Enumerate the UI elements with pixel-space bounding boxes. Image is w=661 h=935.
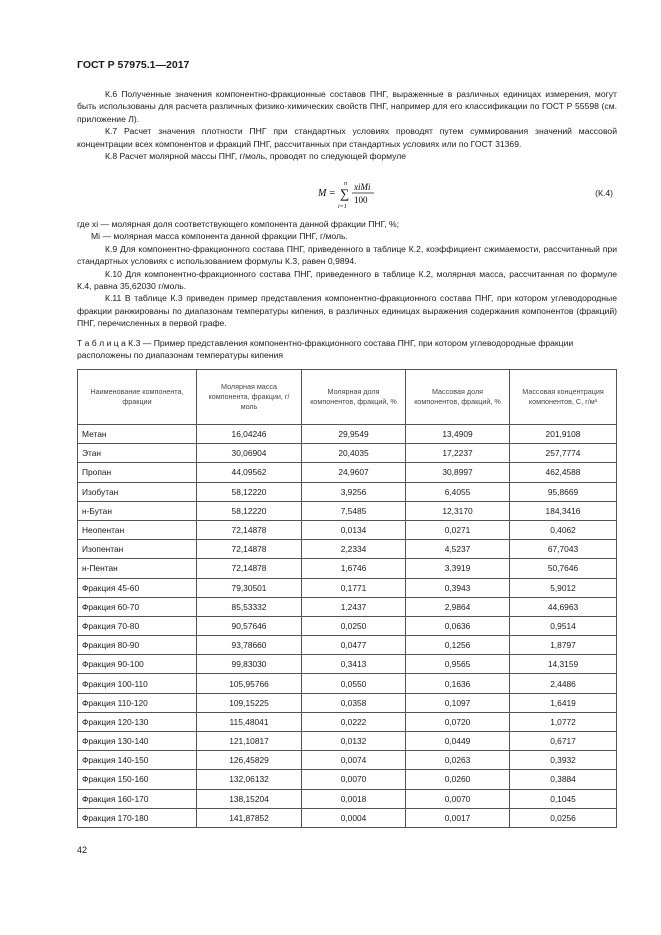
cell-mass-fraction: 0,0263 (406, 751, 510, 770)
table-row (78, 636, 617, 655)
cell-name: Фракция 60-70 (78, 597, 197, 616)
cell-mass-fraction: 0,3943 (406, 578, 510, 597)
table-row (78, 655, 617, 674)
cell-name: Фракция 110-120 (78, 693, 197, 712)
cell-mass-concentration: 44,6963 (510, 597, 617, 616)
cell-mass-fraction: 6,4055 (406, 482, 510, 501)
formula-denominator: 100 (354, 195, 368, 205)
cell-molar-fraction: 0,0132 (302, 732, 406, 751)
cell-mass-concentration: 0,1045 (510, 789, 617, 808)
paragraph-k8: К.8 Расчет молярной массы ПНГ, г/моль, проводят по следующей формуле (105, 151, 407, 162)
cell-molar-fraction: 29,9549 (302, 425, 406, 444)
cell-name: н-Пентан (78, 559, 197, 578)
header-molar-mass: Молярная масса компонента, фракции, г/моль (197, 370, 302, 425)
table-body (78, 425, 617, 828)
cell-molar-fraction: 0,0134 (302, 520, 406, 539)
table-row (78, 482, 617, 501)
paragraph-k6: К.6 Полученные значения компонентно-фракционные составов ПНГ, выраженные в различных единицах измерения, могут быть использованы для расчета различных физико-химических свойств ПНГ, например для его классификации по ГОСТ Р 55598 (см. приложение Л). (77, 89, 617, 124)
cell-molar-mass: 126,45829 (197, 751, 302, 770)
sum-sign: ∑ (340, 186, 350, 201)
cell-mass-concentration: 0,3932 (510, 751, 617, 770)
cell-mass-fraction: 0,9565 (406, 655, 510, 674)
cell-mass-fraction: 30,8997 (406, 463, 510, 482)
section-k6-k8 (77, 88, 617, 162)
cell-molar-mass: 72,14878 (197, 540, 302, 559)
cell-mass-fraction: 0,0636 (406, 616, 510, 635)
where-mi: Mi — молярная масса компонента данной фракции ПНГ, г/моль. (91, 231, 348, 242)
cell-mass-concentration: 0,9514 (510, 616, 617, 635)
table-row (78, 463, 617, 482)
cell-molar-fraction: 0,1771 (302, 578, 406, 597)
cell-name: Изопентан (78, 540, 197, 559)
formula-k4 (0, 170, 661, 210)
section-where-k11 (77, 218, 617, 330)
cell-molar-mass: 58,12220 (197, 501, 302, 520)
cell-molar-fraction: 0,0358 (302, 693, 406, 712)
cell-mass-fraction: 0,0271 (406, 520, 510, 539)
cell-mass-concentration: 5,9012 (510, 578, 617, 597)
cell-name: Фракция 100-110 (78, 674, 197, 693)
cell-molar-fraction: 0,0477 (302, 636, 406, 655)
header-component-name: Наименование компонента, фракции (78, 370, 197, 425)
document-header: ГОСТ Р 57975.1—2017 (77, 59, 190, 71)
header-mass-concentration: Массовая концентрация компонентов, C, г/м³ (510, 370, 617, 425)
paragraph-k9: К.9 Для компонентно-фракционного состава ПНГ, приведенного в таблице К.2, коэффициент сжимаемости, рассчитанный при стандартных условиях с использованием формулы К.3, равен 0,9894. (77, 243, 617, 267)
table-row (78, 712, 617, 731)
cell-molar-mass: 72,14878 (197, 520, 302, 539)
cell-mass-fraction: 2,9864 (406, 597, 510, 616)
cell-molar-mass: 93,78660 (197, 636, 302, 655)
sum-lower-limit: i=1 (338, 204, 347, 210)
cell-molar-fraction: 0,0018 (302, 789, 406, 808)
cell-molar-mass: 132,06132 (197, 770, 302, 789)
cell-molar-mass: 90,57646 (197, 616, 302, 635)
formula-numerator: xiMi (354, 182, 371, 192)
cell-molar-fraction: 7,5485 (302, 501, 406, 520)
cell-name: Фракция 150-160 (78, 770, 197, 789)
cell-molar-mass: 58,12220 (197, 482, 302, 501)
cell-mass-concentration: 0,0256 (510, 808, 617, 827)
cell-name: Метан (78, 425, 197, 444)
table-row (78, 770, 617, 789)
cell-mass-fraction: 13,4909 (406, 425, 510, 444)
cell-name: Фракция 120-130 (78, 712, 197, 731)
cell-molar-fraction: 3,9256 (302, 482, 406, 501)
cell-molar-fraction: 20,4035 (302, 444, 406, 463)
cell-mass-fraction: 0,0017 (406, 808, 510, 827)
cell-molar-fraction: 0,0004 (302, 808, 406, 827)
cell-molar-mass: 44,09562 (197, 463, 302, 482)
table-row (78, 559, 617, 578)
sum-upper-limit: n (344, 181, 347, 187)
table-row (78, 751, 617, 770)
cell-name: Изобутан (78, 482, 197, 501)
cell-mass-fraction: 17,2237 (406, 444, 510, 463)
molar-mass-formula (318, 178, 428, 210)
cell-molar-fraction: 24,9607 (302, 463, 406, 482)
cell-mass-concentration: 67,7043 (510, 540, 617, 559)
cell-mass-fraction: 0,0260 (406, 770, 510, 789)
cell-name: Этан (78, 444, 197, 463)
table-row (78, 674, 617, 693)
table-row (78, 808, 617, 827)
header-mass-fraction: Массовая доля компонентов, фракций, % (406, 370, 510, 425)
cell-mass-concentration: 14,3159 (510, 655, 617, 674)
table-row (78, 597, 617, 616)
where-xi: где xi — молярная доля соответствующего компонента данной фракции ПНГ, %; (77, 219, 399, 229)
cell-mass-concentration: 0,3884 (510, 770, 617, 789)
cell-molar-mass: 16,04246 (197, 425, 302, 444)
cell-name: Фракция 45-60 (78, 578, 197, 597)
cell-molar-fraction: 0,0250 (302, 616, 406, 635)
table-row (78, 732, 617, 751)
cell-molar-mass: 141,87852 (197, 808, 302, 827)
cell-mass-fraction: 0,0720 (406, 712, 510, 731)
cell-molar-fraction: 0,3413 (302, 655, 406, 674)
cell-mass-concentration: 257,7774 (510, 444, 617, 463)
paragraph-k7: К.7 Расчет значения плотности ПНГ при стандартных условиях проводят путем суммирования значений массовой концентрации всех компонентов и фракций ПНГ, рассчитанных при стандартных условиях или по ГОСТ 31369. (77, 126, 617, 149)
table-row (78, 578, 617, 597)
cell-mass-concentration: 462,4588 (510, 463, 617, 482)
cell-molar-mass: 30,06904 (197, 444, 302, 463)
table-row (78, 789, 617, 808)
cell-name: Фракция 170-180 (78, 808, 197, 827)
cell-mass-concentration: 0,4062 (510, 520, 617, 539)
table-row (78, 444, 617, 463)
cell-mass-fraction: 0,1097 (406, 693, 510, 712)
composition-table (77, 369, 617, 828)
formula-lhs: M = (318, 188, 336, 199)
cell-mass-concentration: 184,3416 (510, 501, 617, 520)
table-row (78, 520, 617, 539)
cell-molar-mass: 109,15225 (197, 693, 302, 712)
cell-name: Фракция 140-150 (78, 751, 197, 770)
cell-mass-fraction: 0,0070 (406, 789, 510, 808)
cell-mass-concentration: 95,8669 (510, 482, 617, 501)
cell-name: Фракция 130-140 (78, 732, 197, 751)
cell-mass-fraction: 0,0449 (406, 732, 510, 751)
table-row (78, 540, 617, 559)
header-molar-fraction: Молярная доля компонентов, фракций, % (302, 370, 406, 425)
cell-name: Фракция 90-100 (78, 655, 197, 674)
cell-name: Фракция 80-90 (78, 636, 197, 655)
cell-molar-mass: 115,48041 (197, 712, 302, 731)
cell-mass-fraction: 3,3919 (406, 559, 510, 578)
formula-number: (К.4) (595, 188, 613, 198)
cell-mass-concentration: 1,6419 (510, 693, 617, 712)
cell-mass-fraction: 0,1256 (406, 636, 510, 655)
cell-molar-fraction: 0,0550 (302, 674, 406, 693)
table-caption: Т а б л и ц а К.3 — Пример представления компонентно-фракционного состава ПНГ, при котором углеводородные фракции расположены по диапазонам температуры кипения (77, 338, 574, 360)
cell-molar-fraction: 0,0070 (302, 770, 406, 789)
cell-molar-fraction: 0,0074 (302, 751, 406, 770)
cell-molar-fraction: 2,2334 (302, 540, 406, 559)
paragraph-k10: К.10 Для компонентно-фракционного состава ПНГ, приведенного в таблице К.2, молярная масса, рассчитанная по формуле К.4, равна 35,62030 г/моль. (77, 268, 617, 292)
page-number: 42 (77, 845, 88, 855)
cell-mass-concentration: 0,6717 (510, 732, 617, 751)
cell-name: н-Бутан (78, 501, 197, 520)
cell-name: Неопентан (78, 520, 197, 539)
table-row (78, 616, 617, 635)
cell-mass-fraction: 0,1636 (406, 674, 510, 693)
cell-mass-fraction: 4,5237 (406, 540, 510, 559)
cell-name: Фракция 160-170 (78, 789, 197, 808)
cell-mass-concentration: 50,7646 (510, 559, 617, 578)
paragraph-k11: К.11 В таблице К.3 приведен пример представления компонентно-фракционного состава ПНГ, при котором углеводородные фракции ранжированы по диапазонам температуры кипения, в различных единицах выражения содержания компонентов (фракций) ПНГ, перечисленных в первой графе. (77, 293, 617, 329)
table-row (78, 693, 617, 712)
cell-name: Фракция 70-80 (78, 616, 197, 635)
cell-name: Пропан (78, 463, 197, 482)
cell-molar-fraction: 0,0222 (302, 712, 406, 731)
cell-molar-mass: 72,14878 (197, 559, 302, 578)
cell-molar-mass: 99,83030 (197, 655, 302, 674)
cell-molar-mass: 85,53332 (197, 597, 302, 616)
cell-molar-fraction: 1,2437 (302, 597, 406, 616)
cell-molar-mass: 138,15204 (197, 789, 302, 808)
cell-mass-concentration: 2,4486 (510, 674, 617, 693)
table-row (78, 425, 617, 444)
table-row (78, 501, 617, 520)
cell-mass-concentration: 201,9108 (510, 425, 617, 444)
cell-mass-fraction: 12,3170 (406, 501, 510, 520)
cell-molar-fraction: 1,6746 (302, 559, 406, 578)
table-header-row (78, 370, 617, 425)
cell-molar-mass: 79,30501 (197, 578, 302, 597)
cell-mass-concentration: 1,8797 (510, 636, 617, 655)
cell-molar-mass: 105,95766 (197, 674, 302, 693)
cell-molar-mass: 121,10817 (197, 732, 302, 751)
cell-mass-concentration: 1,0772 (510, 712, 617, 731)
